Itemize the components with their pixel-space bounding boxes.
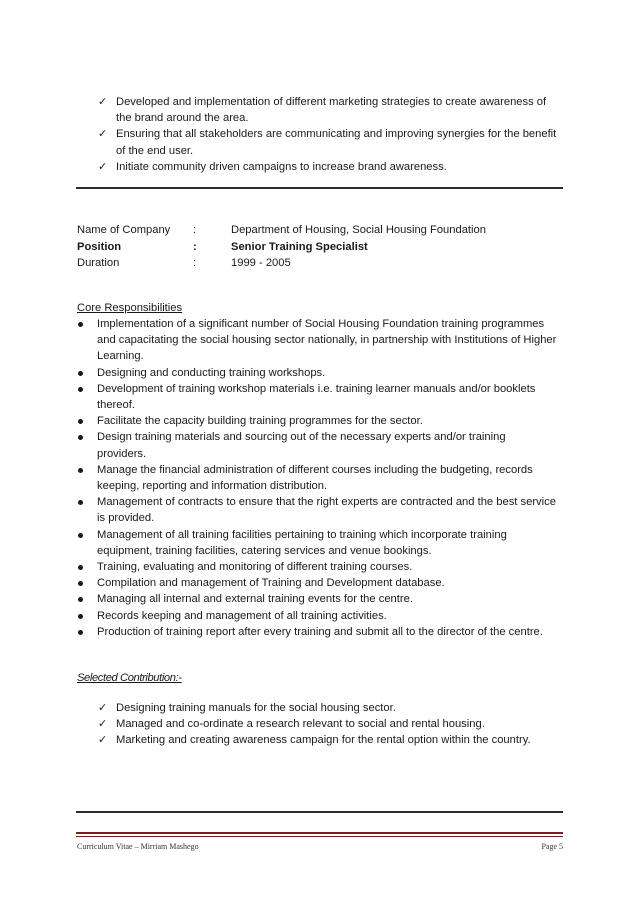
footer-divider-thin: [76, 836, 563, 837]
list-item: Records keeping and management of all training activities.: [77, 608, 557, 624]
footer-title: Curriculum Vitae – Mirriam Mashego: [77, 842, 199, 851]
bullet-icon: [78, 387, 83, 392]
selected-contribution-heading: Selected Contribution:-: [77, 672, 182, 684]
list-item: Implementation of a significant number of Social Housing Foundation training programmes and capacitating the social housing sector nationally, in partnership with Institutions of Higher Learning.: [77, 316, 557, 365]
list-item: ✓ Managed and co-ordinate a research relevant to social and rental housing.: [98, 716, 558, 732]
checkmark-icon: ✓: [98, 127, 108, 141]
list-item: Management of contracts to ensure that the right experts are contracted and the best service is provided.: [77, 494, 557, 526]
section-divider: [76, 811, 563, 813]
list-item: Managing all internal and external training events for the centre.: [77, 591, 557, 607]
selected-contribution-list: [98, 700, 558, 749]
footer-divider: [76, 832, 563, 834]
checkmark-icon: ✓: [98, 95, 108, 108]
core-responsibilities-heading: Core Responsibilities: [77, 302, 183, 314]
company-row: [77, 222, 557, 239]
colon: :: [193, 240, 197, 253]
checkmark-icon: ✓: [98, 733, 108, 747]
list-item: ✓ Marketing and creating awareness campaign for the rental option within the country.: [98, 732, 558, 748]
duration-row: [77, 255, 557, 272]
list-item: Design training materials and sourcing out of the necessary experts and/or training providers.: [77, 429, 557, 461]
list-item: ✓ Developed and implementation of different marketing strategies to create awareness of the brand around the area.: [98, 95, 547, 125]
bullet-icon: [78, 630, 83, 635]
position-label: Position: [77, 240, 122, 253]
page-number: Page 5: [541, 842, 563, 851]
bullet-icon: [78, 419, 83, 424]
bullet-icon: [78, 581, 83, 586]
duration-value: 1999 - 2005: [231, 257, 291, 269]
bullet-icon: [78, 435, 83, 440]
colon: :: [193, 224, 197, 236]
colon: :: [193, 257, 197, 269]
bullet-icon: [78, 371, 83, 376]
bullet-icon: [78, 500, 83, 505]
job-details: [77, 222, 557, 272]
position-row: [77, 239, 557, 256]
list-item: Production of training report after every training and submit all to the director of the centre.: [77, 624, 557, 640]
list-item: ✓ Ensuring that all stakeholders are communicating and improving synergies for the benefit of the end user.: [98, 127, 557, 157]
checkmark-icon: ✓: [98, 717, 108, 731]
bullet-icon: [78, 614, 83, 619]
marketing-achievements-list: [98, 94, 558, 175]
bullet-icon: [78, 533, 83, 538]
position-value: Senior Training Specialist: [231, 240, 368, 253]
checkmark-icon: ✓: [98, 701, 108, 714]
bullet-icon: [78, 322, 83, 327]
list-item: Designing and conducting training workshops.: [77, 365, 557, 381]
list-item: Management of all training facilities pertaining to training which incorporate training equipment, training facilities, catering services and venue bookings.: [77, 527, 557, 559]
duration-label: Duration: [77, 257, 120, 269]
company-label: Name of Company: [77, 224, 171, 236]
list-item: ✓ Designing training manuals for the social housing sector.: [98, 700, 558, 716]
company-value: Department of Housing, Social Housing Foundation: [231, 224, 486, 236]
bullet-icon: [78, 468, 83, 473]
section-divider: [76, 187, 563, 189]
list-item: ✓ Initiate community driven campaigns to increase brand awareness.: [98, 159, 558, 175]
core-responsibilities-list: [77, 316, 557, 640]
list-item: Manage the financial administration of different courses including the budgeting, records keeping, reporting and information distribution.: [77, 462, 557, 494]
list-item: Development of training workshop materials i.e. training learner manuals and/or booklets thereof.: [77, 381, 557, 413]
bullet-icon: [78, 565, 83, 570]
bullet-icon: [78, 597, 83, 602]
checkmark-icon: ✓: [98, 159, 108, 173]
list-item: Compilation and management of Training and Development database.: [77, 575, 557, 591]
list-item: Training, evaluating and monitoring of different training courses.: [77, 559, 557, 575]
list-item: Facilitate the capacity building training programmes for the sector.: [77, 413, 557, 429]
